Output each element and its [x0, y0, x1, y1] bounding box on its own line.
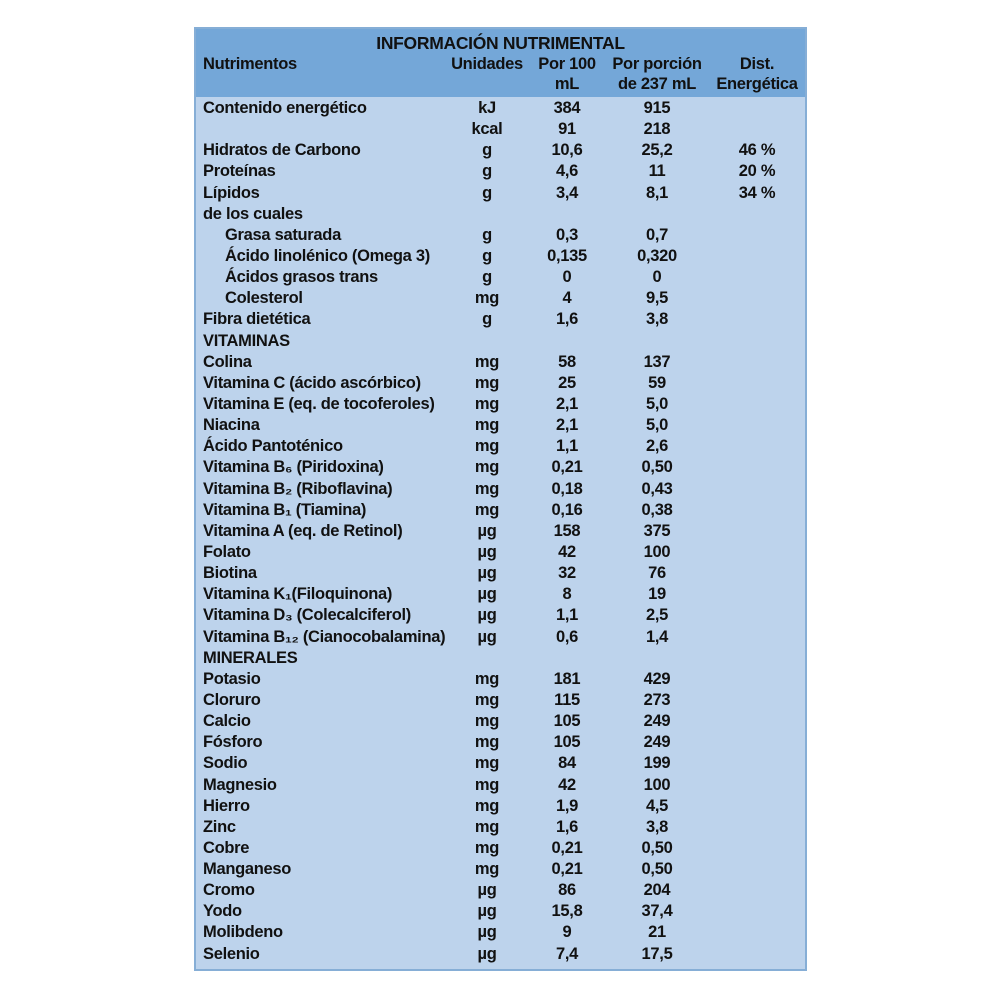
unit-cell: mg [474, 289, 500, 308]
unit-cell: µg [477, 902, 497, 921]
table-row [196, 98, 805, 119]
per100-cell: 9 [562, 923, 572, 942]
table-row [196, 901, 805, 922]
per237-cell: 3,8 [645, 817, 669, 836]
per237-cell: 25,2 [641, 141, 673, 160]
table-row [196, 732, 805, 753]
table-row [196, 817, 805, 838]
nutrition-label [194, 27, 807, 971]
name-cell: Vitamina B₆ (Piridoxina) [203, 458, 384, 477]
per100-cell: 0,18 [551, 479, 583, 498]
table-row [196, 880, 805, 901]
name-cell: Vitamina D₃ (Colecalciferol) [203, 606, 411, 625]
name-cell: Vitamina B₂ (Riboflavina) [203, 479, 393, 498]
per237-cell: 0,7 [645, 225, 669, 244]
table-row [196, 563, 805, 584]
table-row [196, 521, 805, 542]
unit-cell: µg [477, 944, 497, 963]
per100-cell: 4 [562, 289, 572, 308]
table-row [196, 859, 805, 880]
unit-cell: mg [474, 352, 500, 371]
table-row [196, 838, 805, 859]
per100-cell: 2,1 [555, 394, 579, 413]
per237-cell: 100 [643, 542, 671, 561]
table-row [196, 711, 805, 732]
per100-cell: 1,9 [555, 796, 579, 815]
per100-cell: 58 [558, 352, 576, 371]
table-row [196, 605, 805, 626]
per237-cell: 1,4 [645, 627, 669, 646]
per237-cell: 5,0 [645, 416, 669, 435]
per100-cell: 32 [558, 564, 576, 583]
per100-cell: 1,6 [555, 817, 579, 836]
table-row [196, 542, 805, 563]
per237-cell: 0,50 [641, 838, 673, 857]
per100-cell: 158 [553, 521, 581, 540]
unit-cell: mg [474, 479, 500, 498]
name-cell: Biotina [203, 564, 257, 583]
per237-cell: 2,6 [645, 437, 669, 456]
name-cell: Hierro [203, 796, 250, 815]
name-cell: Manganeso [203, 860, 292, 879]
table-row [196, 225, 805, 246]
per237-cell: 375 [643, 521, 671, 540]
name-cell: Zinc [203, 817, 236, 836]
per237-cell: 0,320 [637, 246, 677, 265]
unit-cell: kJ [478, 99, 496, 117]
table-row [196, 775, 805, 796]
name-cell: Cloruro [203, 690, 261, 709]
unit-cell: µg [477, 923, 497, 942]
name-cell: Lípidos [203, 183, 260, 202]
name-cell: Fibra dietética [203, 310, 311, 329]
name-cell: Selenio [203, 944, 260, 963]
per237-cell: 429 [643, 669, 671, 688]
unit-cell: g [482, 183, 492, 202]
per237-cell: 0 [652, 268, 662, 287]
per237-cell: 21 [648, 923, 666, 942]
per237-cell: 9,5 [645, 289, 669, 308]
unit-cell: mg [474, 754, 500, 773]
column-header-portion [605, 54, 709, 94]
unit-cell: g [482, 141, 492, 160]
table-row [196, 922, 805, 943]
unit-cell: mg [474, 416, 500, 435]
per237-cell: 2,5 [645, 606, 669, 625]
name-cell: Hidratos de Carbono [203, 141, 361, 160]
name-cell: Ácidos grasos trans [225, 268, 378, 287]
table-row [196, 944, 805, 965]
table-row [196, 394, 805, 415]
table-row [196, 352, 805, 373]
unit-cell: µg [477, 542, 497, 561]
table-row [196, 415, 805, 436]
per100-cell: 10,6 [551, 141, 583, 160]
column-header-per100ml [529, 54, 605, 94]
column-header-portion-line1: Por porción [612, 55, 702, 73]
name-cell: Proteínas [203, 162, 276, 181]
table-row [196, 669, 805, 690]
unit-cell: kcal [471, 120, 503, 139]
name-cell: Contenido energético [203, 99, 367, 117]
per100-cell: 384 [553, 99, 581, 117]
table-row [196, 119, 805, 140]
table-row [196, 457, 805, 478]
per237-cell: 76 [648, 564, 666, 583]
per100-cell: 84 [558, 754, 576, 773]
column-header-nutrients: Nutrimentos [203, 55, 297, 73]
column-header-portion-line2: de 237 mL [617, 75, 696, 93]
table-row [196, 246, 805, 267]
unit-cell: g [482, 310, 492, 329]
nutrition-title: INFORMACIÓN NUTRIMENTAL [376, 33, 625, 53]
per100-cell: 42 [558, 775, 576, 794]
per237-cell: 249 [643, 712, 671, 731]
name-cell: Sodio [203, 754, 248, 773]
per237-cell: 0,50 [641, 458, 673, 477]
table-row [196, 479, 805, 500]
per100-cell: 0,21 [551, 458, 583, 477]
per237-cell: 273 [643, 690, 671, 709]
table-row [196, 161, 805, 182]
unit-cell: mg [474, 669, 500, 688]
per100-cell: 1,1 [555, 606, 579, 625]
nutrition-header-band [196, 29, 805, 97]
per237-cell: 0,38 [641, 500, 673, 519]
per100-cell: 0,6 [555, 627, 579, 646]
unit-cell: g [482, 225, 492, 244]
per237-cell: 100 [643, 775, 671, 794]
per100-cell: 1,6 [555, 310, 579, 329]
name-cell: Niacina [203, 416, 260, 435]
per237-cell: 915 [643, 99, 671, 117]
table-row [196, 204, 805, 225]
per100-cell: 7,4 [555, 944, 579, 963]
name-cell: Vitamina C (ácido ascórbico) [203, 373, 421, 392]
unit-cell: g [482, 268, 492, 287]
per100-cell: 42 [558, 542, 576, 561]
name-cell: Calcio [203, 712, 251, 731]
unit-cell: µg [477, 521, 497, 540]
per100-cell: 115 [554, 690, 580, 709]
name-cell: Vitamina A (eq. de Retinol) [203, 521, 403, 540]
unit-cell: mg [474, 775, 500, 794]
unit-cell: mg [474, 817, 500, 836]
dist-cell: 34 % [738, 183, 776, 202]
per100-cell: 0,21 [551, 860, 583, 879]
table-row [196, 500, 805, 521]
column-header-dist-line2: Energética [716, 75, 798, 93]
name-cell: Folato [203, 542, 251, 561]
name-cell: Colina [203, 352, 252, 371]
table-row [196, 267, 805, 288]
per100-cell: 0,135 [547, 246, 587, 265]
unit-cell: mg [474, 860, 500, 879]
table-row [196, 309, 805, 330]
per100-cell: 3,4 [555, 183, 579, 202]
table-row [196, 183, 805, 204]
unit-cell: mg [474, 500, 500, 519]
per237-cell: 11 [648, 162, 666, 181]
per100-cell: 105 [553, 733, 581, 752]
per237-cell: 19 [648, 585, 666, 604]
per100-cell: 0,3 [555, 225, 579, 244]
table-row [196, 584, 805, 605]
name-cell: Ácido Pantoténico [203, 437, 343, 456]
name-cell: Vitamina B₁₂ (Cianocobalamina) [203, 627, 446, 646]
table-row [196, 796, 805, 817]
name-cell: Ácido linolénico (Omega 3) [225, 246, 430, 265]
name-cell: VITAMINAS [203, 331, 290, 350]
per237-cell: 137 [643, 352, 671, 371]
table-row [196, 288, 805, 309]
per100-cell: 0 [562, 268, 572, 287]
name-cell: Grasa saturada [225, 225, 341, 244]
table-row [196, 436, 805, 457]
column-header-dist-line1: Dist. [739, 55, 775, 73]
column-headers [196, 54, 805, 94]
per237-cell: 204 [643, 881, 671, 900]
unit-cell: mg [474, 458, 500, 477]
per237-cell: 249 [643, 733, 671, 752]
column-header-per100ml-line1: Por 100 [538, 55, 596, 73]
unit-cell: mg [474, 690, 500, 709]
per237-cell: 199 [643, 754, 671, 773]
table-row [196, 690, 805, 711]
per237-cell: 0,50 [641, 860, 673, 879]
name-cell: Vitamina B₁ (Tiamina) [203, 500, 367, 519]
name-cell: Molibdeno [203, 923, 283, 942]
per100-cell: 0,21 [551, 838, 583, 857]
per100-cell: 2,1 [555, 416, 579, 435]
unit-cell: mg [474, 796, 500, 815]
per237-cell: 17,5 [641, 944, 673, 963]
column-header-units: Unidades [451, 55, 523, 73]
name-cell: Cobre [203, 838, 250, 857]
per100-cell: 15,8 [551, 902, 583, 921]
per100-cell: 0,16 [551, 500, 583, 519]
per237-cell: 37,4 [641, 902, 673, 921]
table-row [196, 140, 805, 161]
per100-cell: 25 [558, 373, 576, 392]
per237-cell: 0,43 [641, 479, 673, 498]
per237-cell: 59 [648, 373, 666, 392]
unit-cell: mg [474, 437, 500, 456]
unit-cell: µg [477, 606, 497, 625]
nutrition-table-body [196, 97, 805, 965]
per100-cell: 4,6 [555, 162, 579, 181]
per100-cell: 91 [558, 120, 576, 139]
name-cell: Fósforo [203, 733, 263, 752]
name-cell: Potasio [203, 669, 261, 688]
name-cell: Cromo [203, 881, 255, 900]
unit-cell: mg [474, 394, 500, 413]
column-header-per100ml-line2: mL [554, 75, 580, 93]
unit-cell: mg [474, 712, 500, 731]
per100-cell: 8 [562, 585, 572, 604]
name-cell: Vitamina K₁(Filoquinona) [203, 585, 393, 604]
column-header-dist-energetica [709, 54, 805, 94]
section-row [196, 331, 805, 352]
unit-cell: µg [477, 881, 497, 900]
per237-cell: 4,5 [645, 796, 669, 815]
per100-cell: 1,1 [555, 437, 579, 456]
name-cell: de los cuales [203, 204, 303, 223]
unit-cell: mg [474, 838, 500, 857]
unit-cell: µg [477, 627, 497, 646]
per237-cell: 5,0 [645, 394, 669, 413]
dist-cell: 20 % [738, 162, 776, 181]
per100-cell: 105 [553, 712, 581, 731]
per100-cell: 181 [553, 669, 581, 688]
per237-cell: 8,1 [645, 183, 669, 202]
name-cell: MINERALES [203, 648, 298, 667]
per237-cell: 3,8 [645, 310, 669, 329]
unit-cell: mg [474, 373, 500, 392]
name-cell: Colesterol [225, 289, 303, 308]
per100-cell: 86 [558, 881, 576, 900]
unit-cell: mg [474, 733, 500, 752]
table-row [196, 753, 805, 774]
unit-cell: g [482, 162, 492, 181]
table-row [196, 373, 805, 394]
section-row [196, 648, 805, 669]
unit-cell: µg [477, 585, 497, 604]
name-cell: Magnesio [203, 775, 277, 794]
unit-cell: µg [477, 564, 497, 583]
name-cell: Vitamina E (eq. de tocoferoles) [203, 394, 435, 413]
name-cell: Yodo [203, 902, 242, 921]
table-row [196, 627, 805, 648]
unit-cell: g [482, 246, 492, 265]
dist-cell: 46 % [738, 141, 776, 160]
per237-cell: 218 [643, 120, 671, 139]
